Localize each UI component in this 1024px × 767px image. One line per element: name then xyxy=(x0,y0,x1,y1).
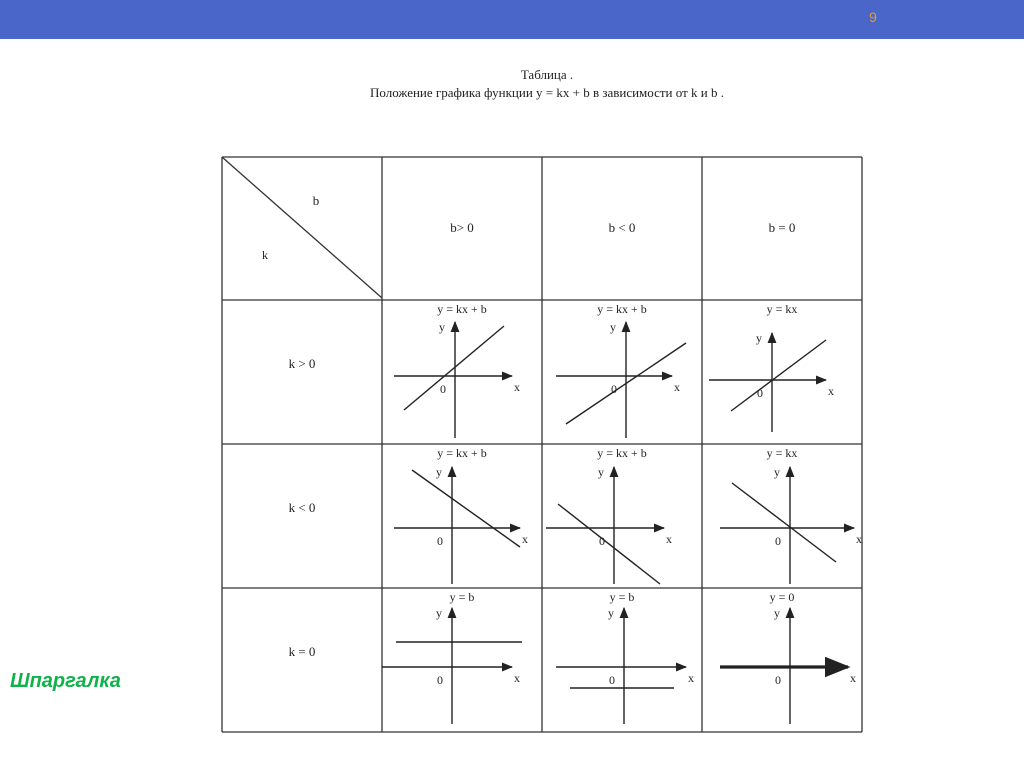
x-axis-label: x xyxy=(522,532,528,546)
cell-formula: y = kx xyxy=(766,302,798,316)
cheat-sheet-label: Шпаргалка xyxy=(10,670,121,692)
row-header-k-negative: k < 0 xyxy=(288,500,316,515)
origin-label: 0 xyxy=(611,382,617,396)
table-caption: Таблица . xyxy=(520,67,574,82)
cell-formula: y = b xyxy=(609,590,635,604)
page-number: 9 xyxy=(869,9,877,25)
y-axis-label: y xyxy=(436,606,442,620)
y-axis-label: y xyxy=(439,320,445,334)
cell-formula: y = kx + b xyxy=(597,302,647,316)
y-axis-label: y xyxy=(756,331,762,345)
cell-formula: y = kx + b xyxy=(597,446,647,460)
row-header-k-positive: k > 0 xyxy=(288,356,316,371)
x-axis-label: x xyxy=(514,671,520,685)
x-axis-label: x xyxy=(514,380,520,394)
function-line xyxy=(558,504,660,584)
corner-diagonal xyxy=(222,157,382,298)
x-axis-label: x xyxy=(850,671,856,685)
table-subtitle: Положение графика функции y = kx + b в зависимости от k и b . xyxy=(370,85,724,100)
x-axis-label: x xyxy=(688,671,694,685)
corner-b-label: b xyxy=(312,193,320,208)
x-axis-label: x xyxy=(828,384,834,398)
column-header-b-zero: b = 0 xyxy=(768,220,796,235)
column-header-b-negative: b < 0 xyxy=(608,220,636,235)
origin-label: 0 xyxy=(437,534,443,548)
y-axis-label: y xyxy=(774,606,780,620)
origin-label: 0 xyxy=(775,673,781,687)
cell-formula: y = kx xyxy=(766,446,798,460)
column-header-b-positive: b> 0 xyxy=(450,220,474,235)
y-axis-label: y xyxy=(774,465,780,479)
origin-label: 0 xyxy=(609,673,615,687)
x-axis-label: x xyxy=(674,380,680,394)
origin-label: 0 xyxy=(775,534,781,548)
origin-label: 0 xyxy=(440,382,446,396)
y-axis-label: y xyxy=(610,320,616,334)
function-line xyxy=(732,483,836,562)
y-axis-label: y xyxy=(608,606,614,620)
function-line xyxy=(412,470,520,547)
cell-formula: y = kx + b xyxy=(437,302,487,316)
origin-label: 0 xyxy=(757,386,763,400)
y-axis-label: y xyxy=(598,465,604,479)
origin-label: 0 xyxy=(599,534,605,548)
function-line xyxy=(404,326,504,410)
origin-label: 0 xyxy=(437,673,443,687)
corner-k-label: k xyxy=(262,248,268,262)
function-line xyxy=(731,340,826,411)
x-axis-label: x xyxy=(856,532,862,546)
row-header-k-zero: k = 0 xyxy=(288,644,316,659)
cell-formula: y = 0 xyxy=(769,590,795,604)
cell-formula: y = kx + b xyxy=(437,446,487,460)
y-axis-label: y xyxy=(436,465,442,479)
x-axis-label: x xyxy=(666,532,672,546)
cell-formula: y = b xyxy=(449,590,475,604)
